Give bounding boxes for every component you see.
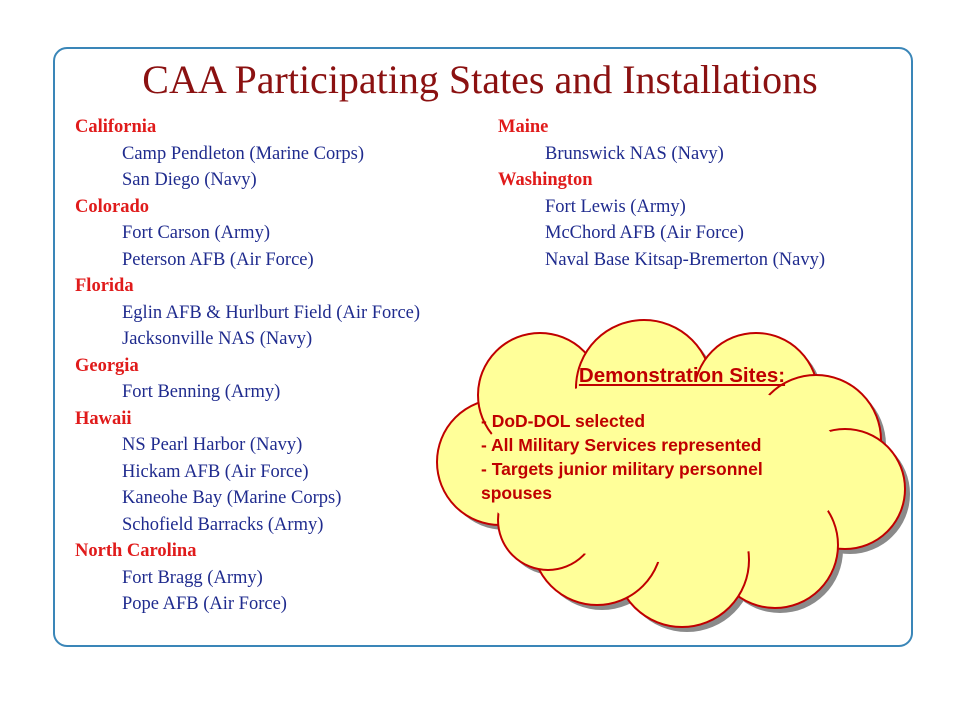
state-georgia: Georgia	[75, 355, 139, 376]
installation-item: Peterson AFB (Air Force)	[122, 249, 314, 270]
callout-bullet: - All Military Services represented	[481, 435, 762, 455]
callout-bullet: - Targets junior military personnel	[481, 459, 763, 479]
state-california: California	[75, 117, 157, 137]
installation-item: Camp Pendleton (Marine Corps)	[122, 143, 364, 164]
state-hawaii: Hawaii	[75, 408, 132, 429]
installation-item: Fort Carson (Army)	[122, 223, 270, 243]
installation-item: Naval Base Kitsap-Bremerton (Navy)	[545, 249, 825, 270]
installation-item: San Diego (Navy)	[122, 170, 257, 190]
installation-item: Fort Bragg (Army)	[122, 567, 263, 588]
installation-item: Fort Benning (Army)	[122, 382, 281, 402]
installation-item: Schofield Barracks (Army)	[122, 514, 324, 535]
installation-item: Kaneohe Bay (Marine Corps)	[122, 488, 342, 508]
installation-item: Eglin AFB & Hurlburt Field (Air Force)	[122, 302, 421, 323]
installation-item: NS Pearl Harbor (Navy)	[122, 435, 303, 455]
state-florida: Florida	[75, 276, 134, 296]
state-washington: Washington	[498, 170, 593, 190]
slide-title: CAA Participating States and Installations	[142, 57, 818, 102]
installation-item: Pope AFB (Air Force)	[122, 594, 287, 614]
callout-bullet: spouses	[481, 483, 552, 503]
state-colorado: Colorado	[75, 196, 149, 217]
callout-text	[481, 364, 881, 505]
installation-item: Hickam AFB (Air Force)	[122, 461, 309, 482]
installation-item: Fort Lewis (Army)	[545, 196, 686, 217]
state-north-carolina: North Carolina	[75, 541, 197, 561]
callout-bullet: - DoD-DOL selected	[481, 411, 646, 431]
state-maine: Maine	[498, 117, 549, 137]
installation-item: Brunswick NAS (Navy)	[545, 143, 724, 164]
installation-item: Jacksonville NAS (Navy)	[122, 329, 313, 349]
callout-bullets	[481, 409, 881, 505]
installation-item: McChord AFB (Air Force)	[545, 223, 744, 243]
callout-heading: Demonstration Sites:	[578, 364, 786, 387]
